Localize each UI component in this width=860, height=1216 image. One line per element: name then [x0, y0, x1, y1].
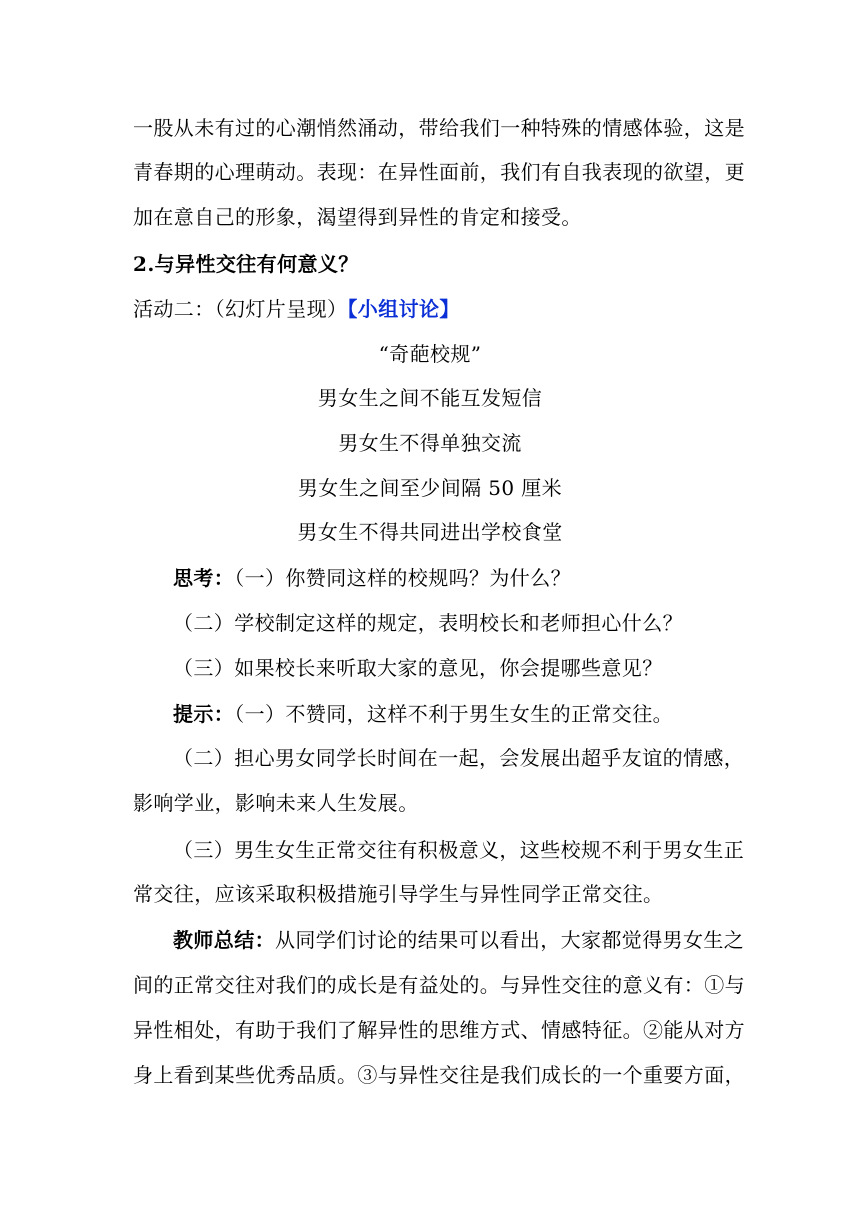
rule-item: 男女生不得单独交流 [338, 431, 522, 455]
section-heading: 2.与异性交往有何意义？ [133, 252, 359, 276]
summary-line [173, 928, 745, 952]
paragraph-line: 青春期的心理萌动。表现：在异性面前，我们有自我表现的欲望，更 [133, 160, 745, 184]
think-question: （三）如果校长来听取大家的意见，你会提哪些意见？ [173, 656, 663, 680]
hint-answer: （二）担心男女同学长时间在一起，会发展出超乎友谊的情感， [173, 746, 745, 770]
paragraph-line: 一股从未有过的心潮悄然涌动，带给我们一种特殊的情感体验，这是 [133, 116, 745, 140]
hint-label: 提示： [173, 702, 235, 726]
paragraph-line: 加在意自己的形象，渴望得到异性的肯定和接受。 [133, 205, 582, 229]
activity-tag: 【小组讨论】 [347, 297, 460, 321]
summary-text: 从同学们讨论的结果可以看出，大家都觉得男女生之 [275, 928, 745, 952]
activity-prefix: 活动二：（幻灯片呈现） [133, 297, 348, 321]
summary-text: 异性相处，有助于我们了解异性的思维方式、情感特征。②能从对方 [133, 1018, 745, 1042]
think-label: 思考： [173, 566, 235, 590]
think-question: （一）你赞同这样的校规吗？为什么？ [234, 566, 572, 590]
hint-answer: 常交往，应该采取积极措施引导学生与异性同学正常交往。 [133, 882, 664, 906]
hint-answer: 影响学业，影响未来人生发展。 [133, 791, 419, 815]
summary-text: 身上看到某些优秀品质。③与异性交往是我们成长的一个重要方面， [133, 1063, 745, 1087]
think-line [173, 566, 733, 590]
rule-item: 男女生之间不能互发短信 [317, 386, 543, 410]
rule-item: 男女生之间至少间隔 50 厘米 [297, 476, 563, 500]
rules-title: “奇葩校规” [378, 342, 482, 366]
activity-line [133, 297, 733, 321]
hint-answer: （一）不赞同，这样不利于男生女生的正常交往。 [234, 702, 674, 726]
hint-answer: （三）男生女生正常交往有积极意义，这些校规不利于男女生正 [173, 838, 745, 862]
think-question: （二）学校制定这样的规定，表明校长和老师担心什么？ [173, 611, 683, 635]
rule-item: 男女生不得共同进出学校食堂 [297, 520, 563, 544]
summary-label: 教师总结： [173, 928, 275, 952]
summary-text: 间的正常交往对我们的成长是有益处的。与异性交往的意义有：①与 [133, 973, 745, 997]
hint-line [173, 702, 733, 726]
